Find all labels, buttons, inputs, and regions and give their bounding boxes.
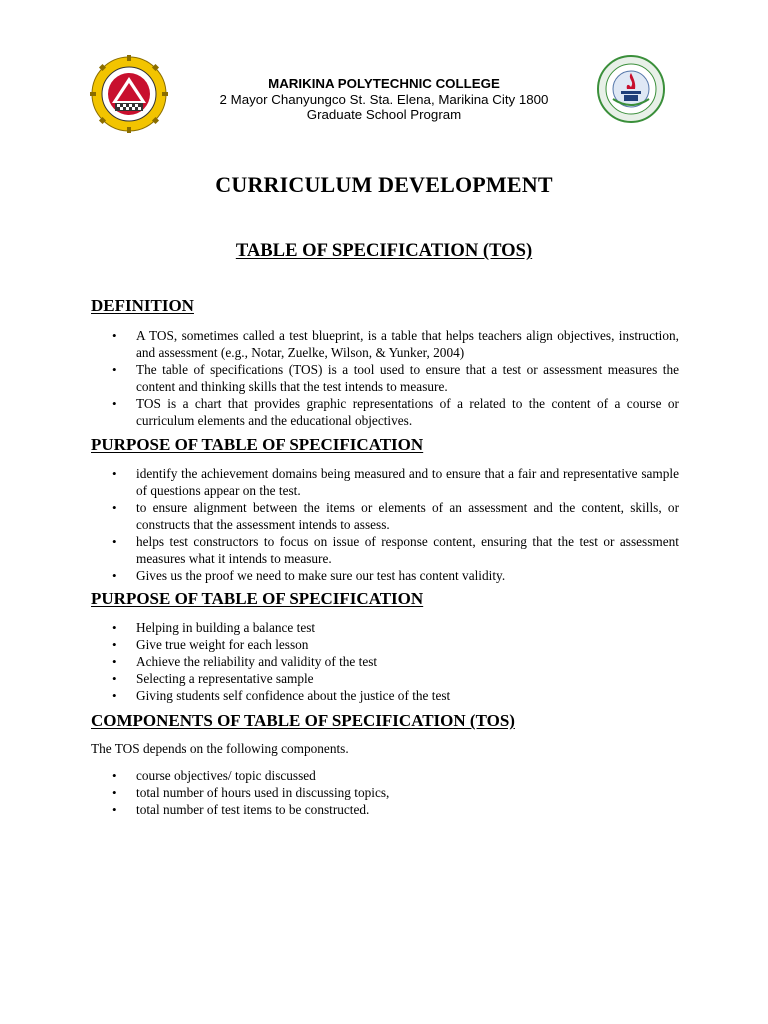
components-intro: The TOS depends on the following components.	[91, 741, 349, 756]
list-item: • A TOS, sometimes called a test blueprint, is a table that helps teachers align objectives, instruction, and assessment (e.g., Notar, Zuelke, Wilson, & Yunker, 2004)	[112, 327, 679, 361]
list-item: • The table of specifications (TOS) is a tool used to ensure that a test or assessment measures the content and thinking skills that the test intends to measure.	[112, 361, 679, 395]
subtitle-text: TABLE OF SPECIFICATION (TOS)	[235, 240, 533, 261]
components-list	[112, 767, 679, 818]
list-item: • Give true weight for each lesson	[112, 636, 679, 653]
list-item: • total number of hours used in discussing topics,	[112, 784, 679, 801]
purpose-heading-1: PURPOSE OF TABLE OF SPECIFICATION	[91, 435, 424, 454]
definition-list	[112, 327, 679, 429]
document-title: CURRICULUM DEVELOPMENT	[215, 172, 553, 197]
definition-heading: DEFINITION	[91, 296, 194, 315]
document-subtitle	[0, 240, 768, 262]
list-item: • helps test constructors to focus on issue of response content, ensuring that the test or assessment measures what it intends to measure.	[112, 533, 679, 567]
list-item: • total number of test items to be constructed.	[112, 801, 679, 818]
list-item: • course objectives/ topic discussed	[112, 767, 679, 784]
graduate-school-seal-logo	[597, 55, 665, 123]
list-item: • Giving students self confidence about the justice of the test	[112, 687, 679, 704]
list-item: • TOS is a chart that provides graphic representations of a related to the content of a course or curriculum elements and the educational objectives.	[112, 395, 679, 429]
components-heading: COMPONENTS OF TABLE OF SPECIFICATION (TOS)	[91, 711, 515, 730]
college-header	[170, 76, 598, 123]
list-item: • identify the achievement domains being measured and to ensure that a fair and representative sample of questions appear on the test.	[112, 465, 679, 499]
program-name: Graduate School Program	[306, 107, 462, 122]
list-item: • Helping in building a balance test	[112, 619, 679, 636]
purpose-list-1	[112, 465, 679, 584]
purpose-heading-2: PURPOSE OF TABLE OF SPECIFICATION	[91, 589, 424, 608]
college-seal-logo	[90, 55, 168, 133]
purpose-list-2	[112, 619, 679, 704]
list-item: • Gives us the proof we need to make sure our test has content validity.	[112, 567, 679, 584]
list-item: • Achieve the reliability and validity of the test	[112, 653, 679, 670]
college-address: 2 Mayor Chanyungco St. Sta. Elena, Marikina City 1800	[219, 91, 549, 107]
college-name: MARIKINA POLYTECHNIC COLLEGE	[268, 76, 500, 91]
list-item: • to ensure alignment between the items or elements of an assessment and the content, skills, or constructs that the assessment intends to assess.	[112, 499, 679, 533]
list-item: • Selecting a representative sample	[112, 670, 679, 687]
